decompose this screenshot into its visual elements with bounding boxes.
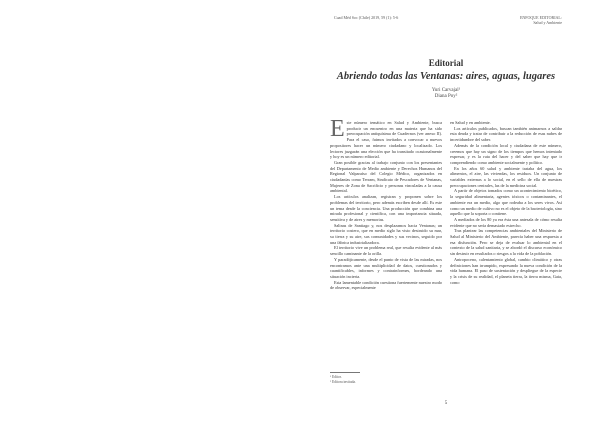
article-authors [330, 88, 562, 100]
paragraph-text: ste número temático en Salud y Ambiente, busca producir un encuentro en una materia que ha sido preocupación antiquísima de Cuadernos (ver anexo II). Para el caso, fuimos invitados a convocar a nuevos propositores hacer un número ciudadano y localizado. Los lectores juzgarán una elección que ha transitado ocasionalmente y hoy es un número editorial. [330, 120, 442, 160]
author-name: Diana Poy² [434, 94, 458, 99]
body-column-right [450, 120, 562, 354]
body-paragraph: Salinas de Santiago y, nos desplazamos hacia Ventanas; un territorio costero, que en medio siglo ha visto destruido su mar, su tierra y su aire, sus comunidades y sus vecinos, seguido por una fábrica industrializadora. [330, 222, 442, 245]
body-paragraph: en Salud y en ambiente. [450, 120, 491, 125]
subsection-label: Salud y Ambiente [533, 20, 562, 25]
body-column-left [330, 120, 442, 354]
article-kicker: Editorial [428, 58, 464, 68]
body-paragraph [330, 120, 442, 160]
body-paragraph: Y paradójicamente, desde el punto de vista de las miradas, nos encontramos ante una multiplicidad de datos, cuestionados y cuantificables, informes y contrainformes, bordeando una situación incierta. [330, 256, 442, 279]
footnote: ¹ Editor. [330, 375, 342, 379]
body-columns [330, 120, 562, 354]
body-paragraph: Gran posible gracias al trabajo conjunto con los presentantes del Departamento de Medio ambiente y Derechos Humanos del Regional Valparaíso del Colegio Médico, organizados en ciudadanías como Terram, Sindicato de Pescadores de Ventanas, Mujeres de Zona de Sacrificio y personas vinculadas a la causa ambiental. [330, 159, 442, 194]
body-paragraph: En los años 60 salud y ambiente trataba del agua, los alimentos, el aire, las viviendas, los residuos. Un conjunto de variables externas a lo social, en el sello de ella de nuestras preocupaciones centrales, las de la medicina social. [450, 165, 562, 188]
running-header-section [520, 15, 562, 25]
body-paragraph: A mediados de los 80 ya era ésta una antesala de cómo resulta evidente que no sería demasiado estrecho. [450, 216, 562, 228]
drop-cap: E [330, 120, 345, 142]
article-title: Abriendo todas las Ventanas: aires, aguas, lugares [336, 71, 556, 82]
body-paragraph: Tras plantear las competencias ambientales del Ministerio de Salud al Ministerio del Ambiente, parecía haber una respuesta a esa disfunción. Pero se deja de evaluar lo ambiental en el contexto de la salud sanitaria, y se abordó el discurso económico sin destruir en resultados o riesgos a la vida de la población. [450, 228, 562, 257]
body-paragraph: Además de la condición local y ciudadana de este número, creemos que hay un signo de los tiempos que hemos intentado expresar, y es la ruta del hacer y del saber que hay que ir comprendiendo como ambiente socialmente y político. [450, 142, 562, 165]
body-paragraph: Antropoceno, calentamiento global, cambio climático y otras definiciones han irrumpido, expresando la nueva condición de la vida humana. El paso de sustentación y despliegue de la especie y la crisis de su realidad, el planeta tierra, la tierra misma, Gaia, como [450, 256, 562, 285]
running-header-citation: Cuad Méd Soc (Chile) 2019, 59 (1): 5-6 [334, 15, 399, 20]
body-paragraph: El territorio vive un problema real, que resulta evidente al más sencillo caminante de la orilla. [330, 245, 442, 257]
page-number: 5 [444, 401, 448, 406]
body-paragraph: Los artículos analizan, registran y proponen sobre los problemas del territorio, pero además escriben desde allí. Es este un tema desde la conciencia. Una producción que combina una mirada profesional y científica, con una importancia situada, sensitiva y de aires y memorias. [330, 194, 442, 222]
author-name: Yuri Carvajal¹ [431, 88, 461, 93]
article-title-block [330, 58, 562, 100]
body-paragraph: A partir de objetos tomados como un acontecimiento bioético, la seguridad alimentaria, agentes tóxicos o contaminantes, el ambiente era un medio, algo que rodeaba a los seres vivos. Así como un medio de cultivo no es el objeto de la bacteriología, sino aquello que la soporta o contiene. [450, 188, 562, 217]
body-paragraph: Esta lamentable condición cuestiona fuertemente nuestro modo de observar, especialmente [330, 279, 442, 291]
footnote-divider [330, 372, 360, 373]
footnotes [330, 375, 356, 385]
section-label: ENFOQUE EDITORIAL: [519, 15, 562, 20]
body-paragraph: Los artículos publicados, buscan también animarnos a saldar esta deuda y tratar de contribuir a la reducción de esas nubes de incertidumbre del saber. [450, 125, 562, 143]
footnote: ² Editora invitada. [330, 380, 356, 384]
